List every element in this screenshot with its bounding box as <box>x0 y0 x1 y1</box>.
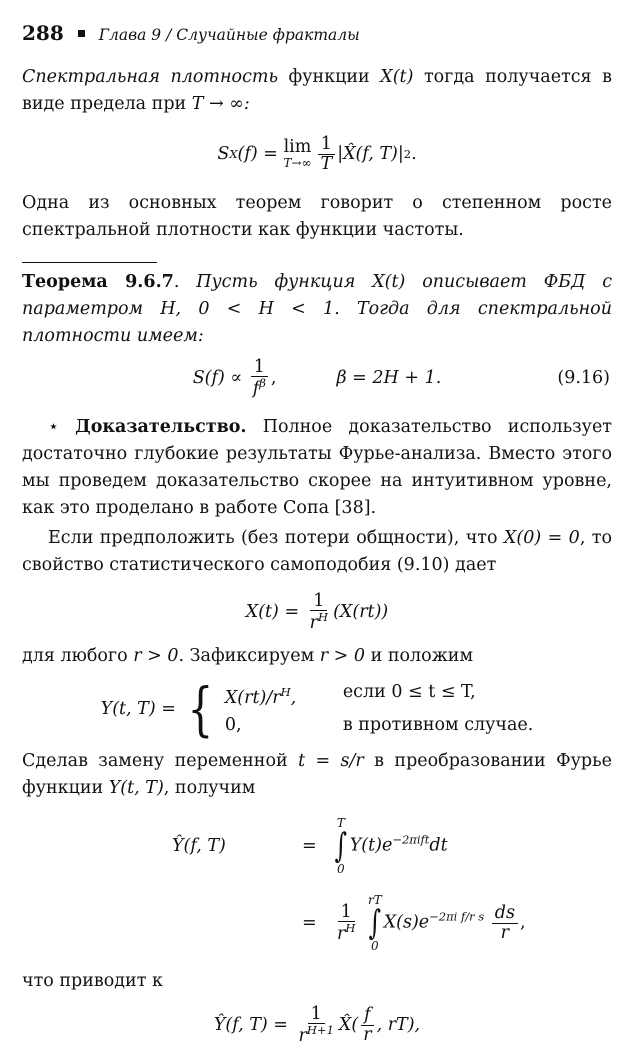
denominator: r <box>363 1024 372 1045</box>
math: −2πift <box>392 832 430 847</box>
header-bullet-icon <box>78 30 85 37</box>
numerator: 1 <box>318 135 335 154</box>
limit-operator <box>283 139 311 169</box>
math: lim <box>283 137 312 158</box>
paragraph-main-theorem-intro: Одна из основных теорем говорит о степенном росте спектральной плотности как функции частоты. <box>22 193 612 240</box>
math: T→∞ <box>283 155 312 170</box>
fraction <box>318 135 336 173</box>
math: Ŷ(f, T) <box>172 835 226 856</box>
math: dt <box>429 835 448 856</box>
case-1-condition: если 0 ≤ t ≤ T, <box>342 682 476 703</box>
case-2-expr: 0, <box>224 714 242 735</box>
equation-line-2 <box>172 882 612 964</box>
math-inline: Y(t, T) <box>108 778 164 798</box>
denominator <box>307 611 331 632</box>
rhs-2 <box>332 894 612 952</box>
math: r <box>309 612 319 633</box>
math: r <box>298 1025 307 1046</box>
paragraph-self-similarity <box>22 525 612 579</box>
proof-label: Доказательство. <box>75 417 247 437</box>
fraction <box>296 1005 337 1046</box>
math: (f) = <box>237 143 284 164</box>
denominator <box>334 922 358 943</box>
math-inline: r > 0 <box>319 646 366 666</box>
integral-icon: rT ∫ 0 <box>367 893 382 953</box>
text: , получим <box>163 778 256 798</box>
integral-icon: T ∫ 0 <box>334 816 348 876</box>
equation-scaled-fourier <box>22 997 612 1053</box>
running-title: Глава 9 / Случайные фракталы <box>98 26 360 44</box>
text: в преобразовании Фурье функции <box>22 751 612 798</box>
page-header <box>22 20 612 50</box>
math: . <box>411 143 417 164</box>
fraction <box>334 903 358 944</box>
equation-fourier-Y <box>172 810 612 964</box>
math: T <box>336 816 345 830</box>
math: 0 <box>371 939 379 953</box>
paragraph-leads-to: что приводит к <box>22 971 163 991</box>
text: функции <box>278 67 381 87</box>
text: описывает ФБД с параметром <box>22 272 613 319</box>
equation-9-16 <box>22 350 612 406</box>
numerator: 1 <box>308 1005 325 1024</box>
math: H <box>318 610 329 625</box>
math: β = 2H + 1. <box>336 367 442 388</box>
math: X(s)e <box>383 912 430 933</box>
theorem-statement <box>22 269 612 350</box>
math: 2 <box>403 146 412 161</box>
math-inline: X(t) <box>372 272 406 292</box>
math: H+1 <box>306 1023 334 1038</box>
math: (X(rt)) <box>333 601 389 622</box>
text: Полное доказательство использует достаточно глубокие результаты Фурье-анализа. Вместо этого мы проведем доказательство скорее на интуитивном уровне, как это проделано в работе Сопа [38]. <box>22 417 612 518</box>
book-page <box>22 20 612 1053</box>
left-brace-icon: { <box>187 675 214 743</box>
equation-spectral-limit <box>22 124 612 184</box>
math: = <box>302 835 317 856</box>
math: β <box>259 376 266 391</box>
math: X̂( <box>338 1014 359 1035</box>
text: для любого <box>22 646 134 666</box>
term-spectral-density: Спектральная плотность <box>22 67 278 87</box>
math: r <box>337 923 346 944</box>
rhs-1 <box>332 817 612 875</box>
denominator: r <box>500 922 510 943</box>
numerator: f <box>361 1006 373 1025</box>
math: −2πi f/r s <box>429 909 485 924</box>
math: Y(t, T) = <box>100 698 176 719</box>
text: тогда получается в виде предела при <box>22 67 612 114</box>
paragraph-fix-r <box>22 643 612 670</box>
math-inline: r > 0 <box>133 646 179 666</box>
math: |X̂(f, T)| <box>337 143 404 164</box>
math: S(f) ∝ <box>192 367 248 388</box>
cases-grid <box>225 679 534 739</box>
paragraph-change-variable <box>22 748 612 802</box>
math: , <box>290 687 297 708</box>
math: Y(t)e <box>349 835 393 856</box>
math: S <box>217 143 230 164</box>
math: X(t) = <box>245 601 305 622</box>
math-inline: T → ∞: <box>191 94 250 114</box>
fraction <box>307 592 331 633</box>
math: rT <box>367 893 382 907</box>
math-inline: t = s/r <box>298 751 364 771</box>
denominator <box>296 1024 337 1045</box>
math-inline: X(0) = 0 <box>503 528 580 548</box>
equation-cases-Y <box>22 674 612 744</box>
fraction <box>492 904 518 942</box>
numerator: 1 <box>310 592 327 611</box>
text: Сделав замену переменной <box>22 751 299 771</box>
fraction <box>250 358 269 399</box>
math: , <box>270 367 277 388</box>
equation-number: (9.16) <box>557 367 610 388</box>
denominator: T <box>320 153 333 174</box>
numerator: 1 <box>251 358 268 377</box>
text: . Тогда для спектральной плотности имеем: <box>22 299 612 346</box>
star-icon: ⋆ <box>48 417 59 437</box>
proof-paragraph <box>22 414 612 522</box>
math: H <box>345 921 356 936</box>
numerator: 1 <box>338 903 355 922</box>
math: Ŷ(f, T) = <box>213 1014 294 1035</box>
theorem-label: Теорема 9.6.7 <box>22 272 174 292</box>
text: , то свойство статистического самоподобия (9.10) дает <box>22 528 613 575</box>
text: и положим <box>365 646 474 666</box>
paragraph-spectral-density <box>22 64 612 118</box>
math: H <box>280 685 291 700</box>
math-inline: X(t) <box>380 67 414 87</box>
math: f <box>252 378 260 399</box>
numerator: ds <box>492 904 518 923</box>
math: X <box>229 146 238 161</box>
math: = <box>302 912 317 933</box>
text: . Пусть функция <box>173 272 373 292</box>
case-1-expr <box>225 679 343 712</box>
page-number: 288 <box>22 21 64 45</box>
equation-line-1 <box>172 810 612 882</box>
theorem-rule <box>22 262 157 263</box>
math: X(rt)/r <box>224 687 281 708</box>
math-inline: H, 0 < H < 1 <box>160 299 335 319</box>
denominator <box>250 377 269 398</box>
math: , rT), <box>376 1014 421 1035</box>
text: Если предположить (без потери общности), что <box>48 528 504 548</box>
math: , <box>519 912 526 933</box>
math: 0 <box>337 862 345 876</box>
fraction <box>360 1006 374 1044</box>
equation-self-similarity <box>22 583 612 641</box>
text: . Зафиксируем <box>178 646 320 666</box>
case-2-condition: в противном случае. <box>342 714 534 735</box>
